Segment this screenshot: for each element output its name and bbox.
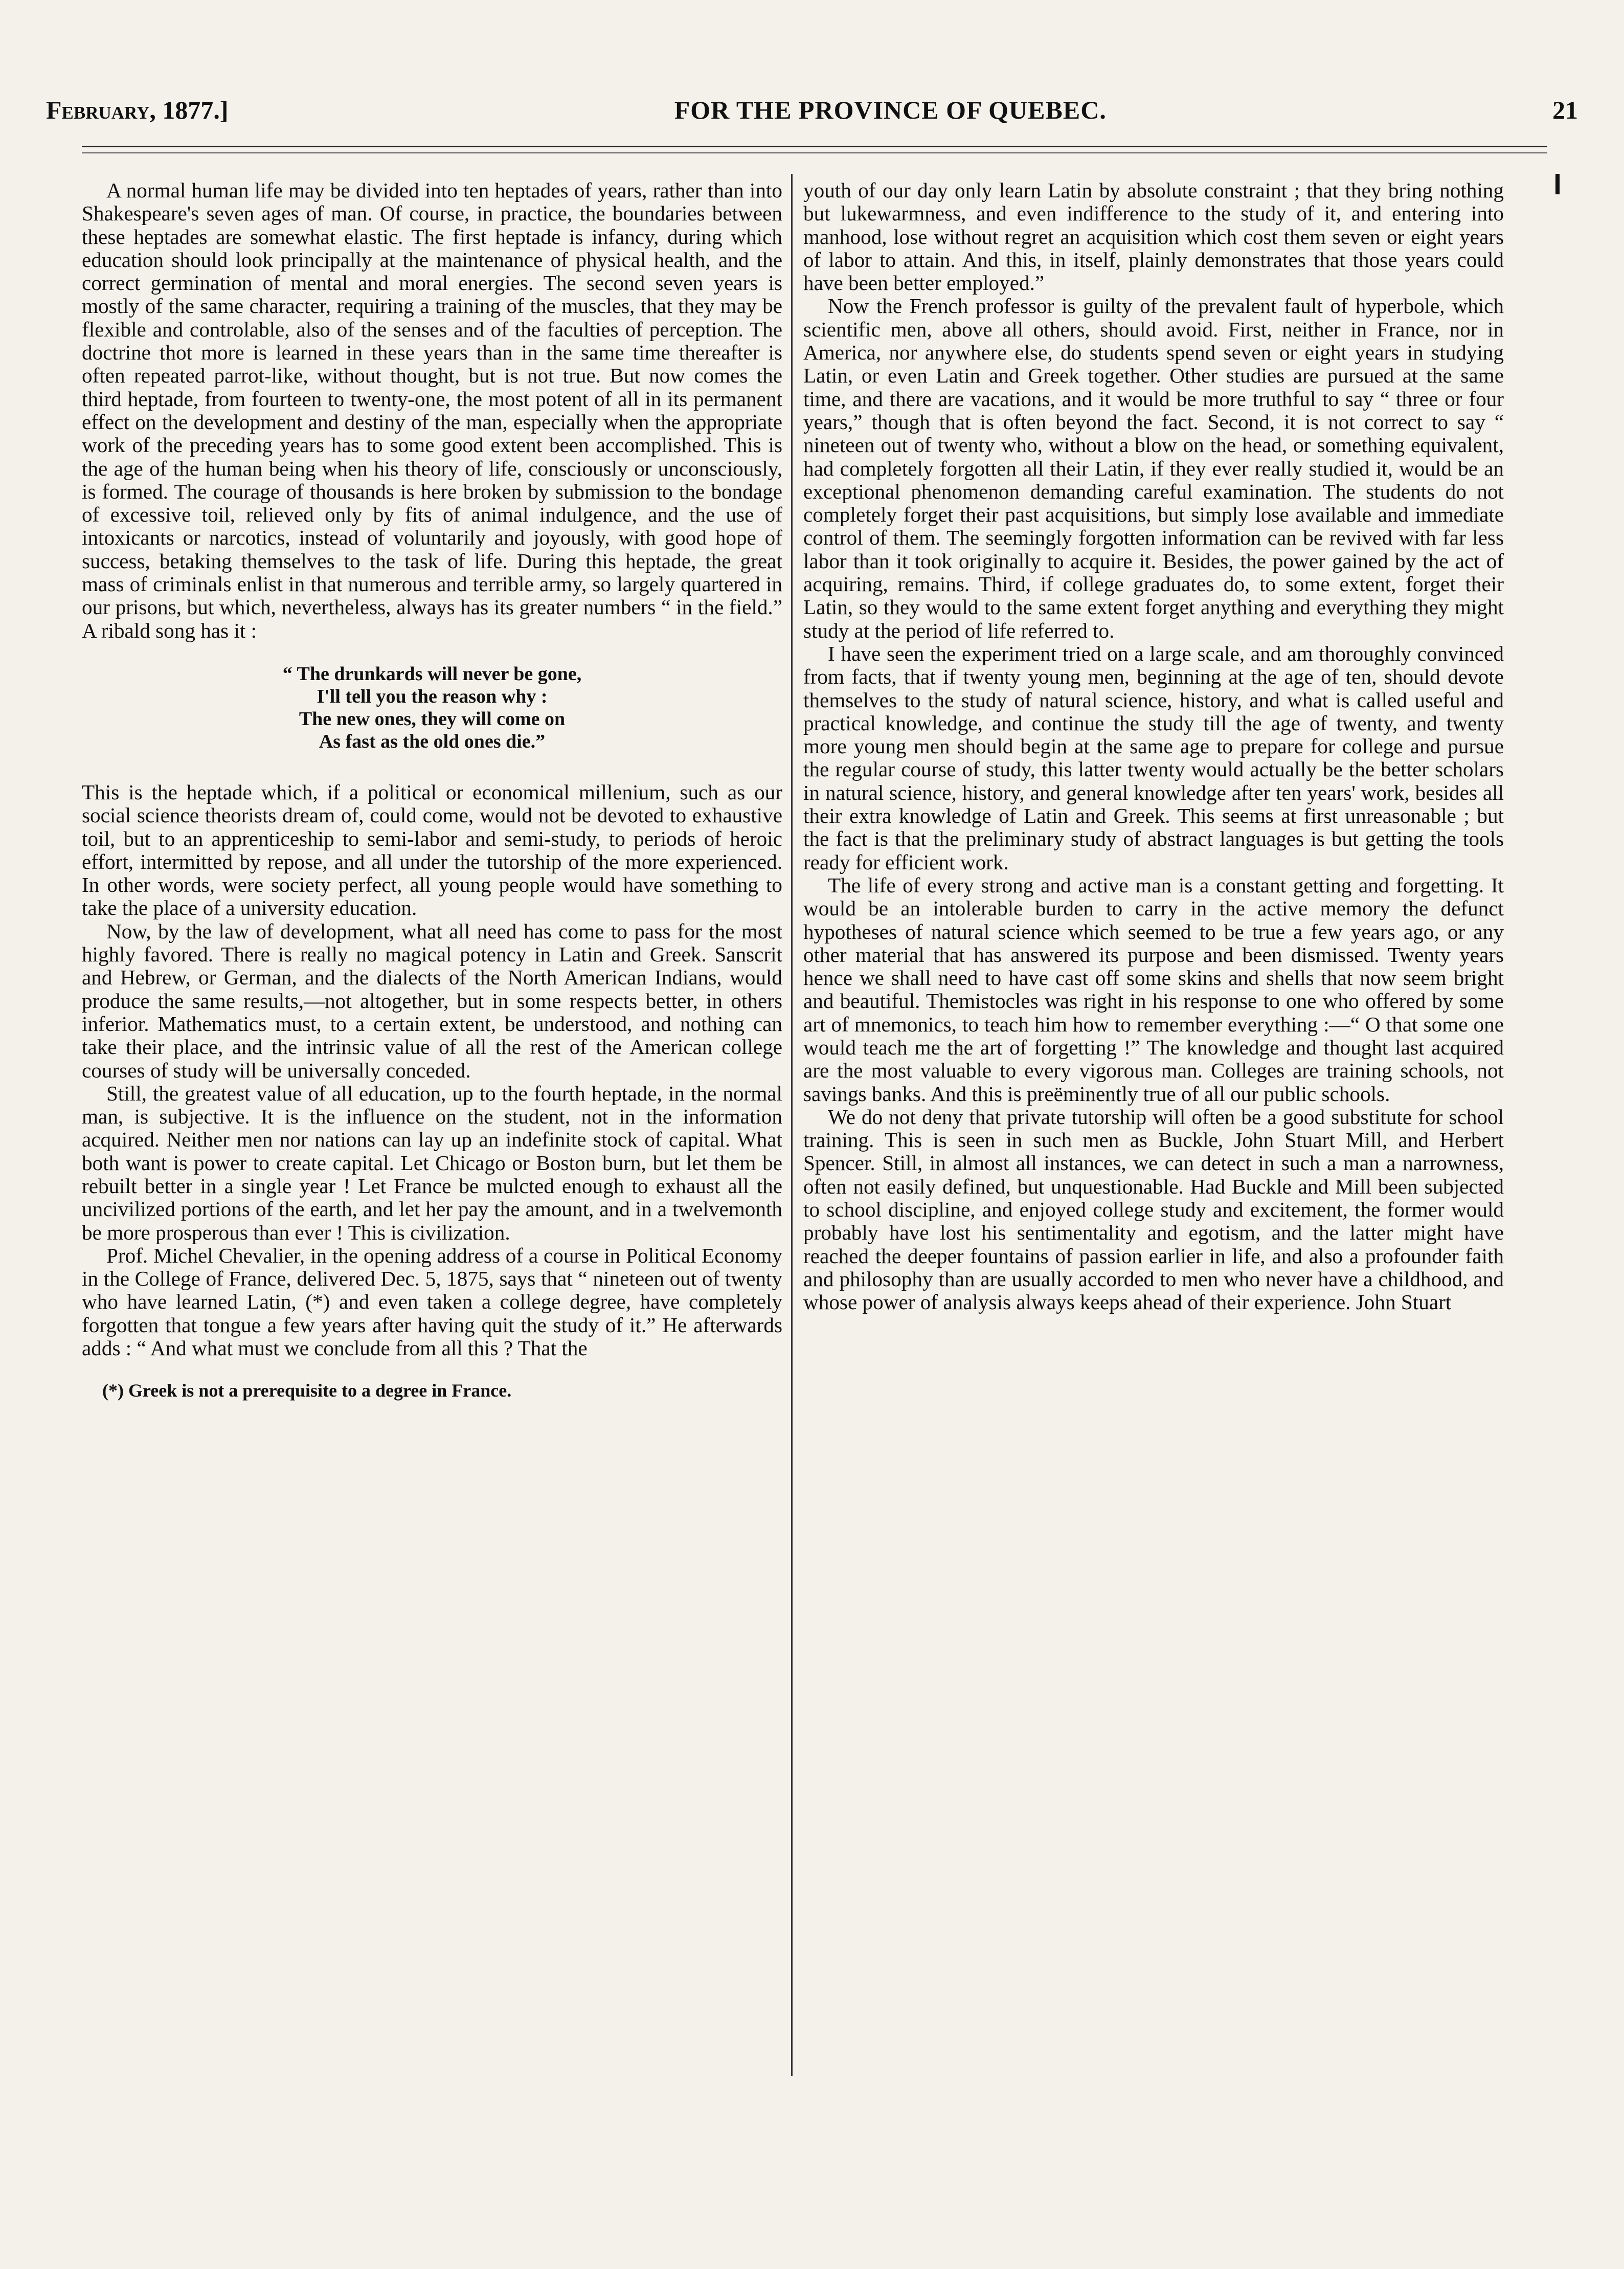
footnote: (*) Greek is not a prerequisite to a degree in France.: [102, 1380, 512, 1401]
paragraph: Now, by the law of development, what all need has come to pass for the most highly favored. There is really no magical potency in Latin and Greek. Sanscrit and Hebrew, or German, and the dialects of the North American Indians, would produce the same results,—not altogether, but in some respects better, in others inferior. Mathematics must, to a certain extent, be understood, and nothing can take their place, and the intrinsic value of all the rest of the American college courses of study will be universally conceded.: [82, 919, 782, 1082]
paragraph: Now the French professor is guilty of the prevalent fault of hyperbole, which scientific men, above all others, should avoid. First, neither in France, nor in America, nor anywhere else, do students spend seven or eight years in studying Latin, or even Latin and Greek together. Other studies are pursued at the same time, and there are vacations, and it would be more truthful to say “ three or four years,” though that is often beyond the fact. Second, it is not correct to say “ nineteen out of twenty who, without a blow on the head, or something equivalent, had completely forgotten all their Latin, if they ever really studied it, would be an exceptional phenomenon demanding careful examination. The students do not completely forget their past acquisitions, but simply lose available and immediate control of them. The seemingly forgotten information can be revived with far less labor than it took originally to acquire it. Besides, the power gained by the act of acquiring, remains. Third, if college graduates do, to some extent, forget their Latin, so they would to the same extent forget anything and everything they might study at the period of life referred to.: [803, 294, 1504, 642]
verse-line: As fast as the old ones die.”: [319, 730, 546, 752]
verse-line: I'll tell you the reason why :: [317, 685, 548, 707]
column-divider: [791, 174, 793, 2076]
margin-mark: [1555, 174, 1560, 194]
verse-line: “ The drunkards will never be gone,: [282, 663, 582, 685]
header-date: February, 1877.]: [46, 96, 229, 124]
paragraph: This is the heptade which, if a political or economical millenium, such as our social science theorists dream of, could come, would not be devoted to exhaustive toil, but to an apprenticeship to semi-labor and semi-study, to periods of heroic effort, intermitted by repose, and all under the tutorship of the more experienced. In other words, were society perfect, all young people would have something to take the place of a university education.: [82, 780, 782, 920]
paragraph: A normal human life may be divided into ten heptades of years, rather than into Shakespeare's seven ages of man. Of course, in practice, the boundaries between these heptades are somewhat elastic. The first heptade is infancy, during which education should look principally at the maintenance of physical health, and the correct germination of mental and moral energies. The second seven years is mostly of the same character, requiring a training of the muscles, that they may be flexible and controlable, also of the senses and of the faculties of perception. The doctrine thot more is learned in these years than in the same time thereafter is often repeated parrot-like, without thought, but is not true. But now comes the third heptade, from fourteen to twenty-one, the most potent of all in its permanent effect on the development and destiny of the man, especially when the appropriate work of the preceding years has to some good extent been accomplished. This is the age of the human being when his theory of life, consciously or unconsciously, is formed. The courage of thousands is here broken by submission to the bondage of excessive toil, relieved only by fits of animal indulgence, and the use of intoxicants or narcotics, instead of voluntarily and joyously, with good hope of success, betaking themselves to the task of life. During this heptade, the great mass of criminals enlist in that numerous and terrible army, so largely quartered in our prisons, but which, nevertheless, always has its greater numbers “ in the field.” A ribald song has it :: [82, 178, 782, 642]
verse-line: The new ones, they will come on: [299, 708, 566, 730]
left-column: [82, 179, 782, 1402]
paragraph: I have seen the experiment tried on a large scale, and am thoroughly convinced from facts, that if twenty young men, beginning at the age of ten, should devote themselves to the study of natural science, history, and what is called useful and practical knowledge, and continue the study till the age of twenty, and twenty more young men should begin at the same age to prepare for college and pursue the regular course of study, this latter twenty would actually be the better scholars in natural science, history, and general knowledge after ten years' work, besides all their extra knowledge of Latin and Greek. This seems at first unreasonable ; but the fact is that the preliminary study of abstract languages is but getting the tools ready for efficient work.: [803, 641, 1504, 874]
paragraph: Still, the greatest value of all education, up to the fourth heptade, in the normal man, is subjective. It is the influence on the student, not in the information acquired. Neither men nor nations can lay up an indefinite stock of capital. What both want is power to create capital. Let Chicago or Boston burn, but let them be rebuilt better in a single year ! Let France be mulcted enough to exhaust all the uncivilized portions of the earth, and let her pay the amount, and in a twelvemonth be more prosperous than ever ! This is civilization.: [82, 1081, 782, 1244]
paragraph: Prof. Michel Chevalier, in the opening address of a course in Political Economy in the College of France, delivered Dec. 5, 1875, says that “ nineteen out of twenty who have learned Latin, (*) and even taken a college degree, have completely forgotten that tongue a few years after having quit the study of it.” He afterwards adds : “ And what must we conclude from all this ? That the: [82, 1243, 782, 1360]
paragraph: We do not deny that private tutorship will often be a good substitute for school training. This is seen in such men as Buckle, John Stuart Mill, and Herbert Spencer. Still, in almost all instances, we can detect in such a man a narrowness, often not easily defined, but unquestionable. Had Buckle and Mill been subjected to school discipline, and enjoyed college study and excitement, the former would probably have lost his sentimentality and egotism, and the latter might have reached the deeper fountains of passion earlier in life, and also a profounder faith and philosophy than are usually accorded to men who never have a childhood, and whose power of analysis always keeps ahead of their experience. John Stuart: [803, 1105, 1504, 1314]
page-number: 21: [1552, 96, 1578, 124]
right-column: [803, 179, 1504, 1314]
header-rule: [82, 146, 1547, 153]
paragraph: The life of every strong and active man is a constant getting and forgetting. It would be an intolerable burden to carry in the active memory the defunct hypotheses of natural science which seemed to be true a few years ago, or any other material that has answered its purpose and been dismissed. Twenty years hence we shall need to have cast off some skins and shells that now seem bright and beautiful. Themistocles was right in his response to one who offered by some art of mnemonics, to teach him how to remember everything :—“ O that some one would teach me the art of forgetting !” The knowledge and thought last acquired are the most valuable to every vigorous man. Colleges are training schools, not savings banks. And this is preëminently true of all our public schools.: [803, 873, 1504, 1106]
running-header: [46, 89, 1578, 130]
header-title: FOR THE PROVINCE OF QUEBEC.: [674, 96, 1107, 124]
paragraph: youth of our day only learn Latin by absolute constraint ; that they bring nothing but lukewarmness, and even indifference to the study of it, and entering into manhood, lose without regret an acquisition which cost them seven or eight years of labor to attain. And this, in itself, plainly demonstrates that those years could have been better employed.”: [803, 178, 1504, 295]
verse-quote: [82, 663, 782, 753]
